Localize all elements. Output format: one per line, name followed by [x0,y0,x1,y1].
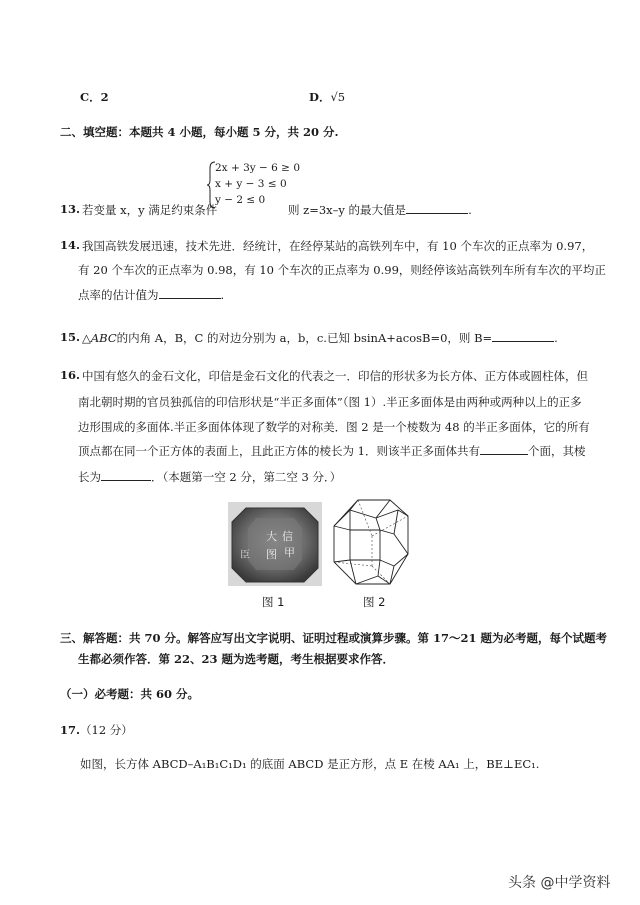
section3-heading-line1: 三、解答题：共 70 分。解答应写出文字说明、证明过程或演算步骤。第 17～21 题为必考题，每个试题考 [60,631,608,645]
q15-body: 的内角 A，B，C 的对边分别为 a，b，c.已知 bsinA+acosB=0，则 B= [116,331,493,345]
section3-heading-line2: 生都必须作答．第 22、23 题为选考题，考生根据要求作答． [78,652,395,666]
q16-line5 [78,469,341,485]
option-c [80,89,109,105]
q16-line4b: 个面，其棱 [527,444,586,458]
option-d [309,89,345,105]
q17-score: （12 分） [80,723,133,737]
q15-number: 15. [60,330,81,344]
q15-answer-blank[interactable] [492,330,554,342]
q16-line5b: ．（本题第一空 2 分，第二空 3 分．） [151,470,342,484]
q16-line2: 南北朝时期的官员独孤信的印信形状是“半正多面体”（图 1）.半正多面体是由两种或两种以上的正多 [78,395,582,409]
q17-number: 17. [60,723,81,737]
q13-answer-blank[interactable] [406,202,468,214]
q16-answer-blank-1[interactable] [480,443,528,455]
option-c-value: 2 [100,90,109,104]
q16-line5a: 长为 [78,470,101,484]
q17-text: 如图，长方体 ABCD–A₁B₁C₁D₁ 的底面 ABCD 是正方形，点 E 在棱 AA₁ 上，BE⊥EC₁. [80,757,540,771]
constraint-2: x + y − 3 ≤ 0 [215,178,287,190]
watermark: 头条 @中学资料 [508,875,611,891]
q13-text-b-content: 则 z=3x–y 的最大值是 [288,203,407,217]
q14-line1: 我国高铁发展迅速，技术先进．经统计，在经停某站的高铁列车中，有 10 个车次的正点率为 0.97， [82,239,594,253]
q14-line2: 有 20 个车次的正点率为 0.98，有 10 个车次的正点率为 0.99，则经停该站高铁列车所有车次的平均正 [78,263,606,277]
figure-1-caption: 图 1 [262,595,285,609]
q16-line4a: 顶点都在同一个正方体的表面上，且此正方体的棱长为 1．则该半正多面体共有 [78,444,480,458]
section2-heading: 二、填空题：本题共 4 小题，每小题 5 分，共 20 分. [60,125,339,139]
q16-answer-blank-2[interactable] [101,469,151,481]
constraint-system [207,160,300,210]
q15-triangle: △ABC [82,331,117,345]
constraint-1: 2x + 3y − 6 ≥ 0 [215,162,300,174]
seal-char-1: 大 [266,530,277,543]
figure-1-seal-image [228,502,322,586]
seal-char-2: 信 [282,530,293,543]
q14-answer-blank[interactable] [159,287,221,299]
q16-number: 16. [60,368,81,382]
q15-text [82,330,558,346]
q13-text-a: 若变量 x，y 满足约束条件 [82,203,218,217]
figure-2-polyhedron-diagram [328,496,414,590]
seal-char-3: 甲 [284,546,295,559]
q16-line4 [78,443,585,459]
seal-char-4: 臣 [240,550,250,561]
option-d-label: D． [309,90,331,104]
constraint-3: y − 2 ≤ 0 [215,194,266,206]
q14-number: 14. [60,238,81,252]
option-d-value: √5 [330,90,346,104]
option-c-label: C． [80,90,101,104]
q13-end: . [468,203,472,217]
q14-line3-text: 点率的估计值为 [78,288,159,302]
section3-subheading: （一）必考题：共 60 分。 [60,687,200,701]
q14-line3 [78,287,224,303]
q15-end: . [554,331,558,345]
q16-line1: 中国有悠久的金石文化，印信是金石文化的代表之一．印信的形状多为长方体、正方体或圆柱体，但 [82,369,588,383]
q16-line3: 边形围成的多面体.半正多面体体现了数学的对称美．图 2 是一个棱数为 48 的半正多面体，它的所有 [78,420,590,434]
q13-text-b [288,202,472,218]
seal-char-5: 图 [266,548,277,561]
figure-2-caption: 图 2 [363,595,386,609]
q17-header [60,722,133,738]
q13-number: 13. [60,202,81,216]
q14-end: . [220,288,225,302]
